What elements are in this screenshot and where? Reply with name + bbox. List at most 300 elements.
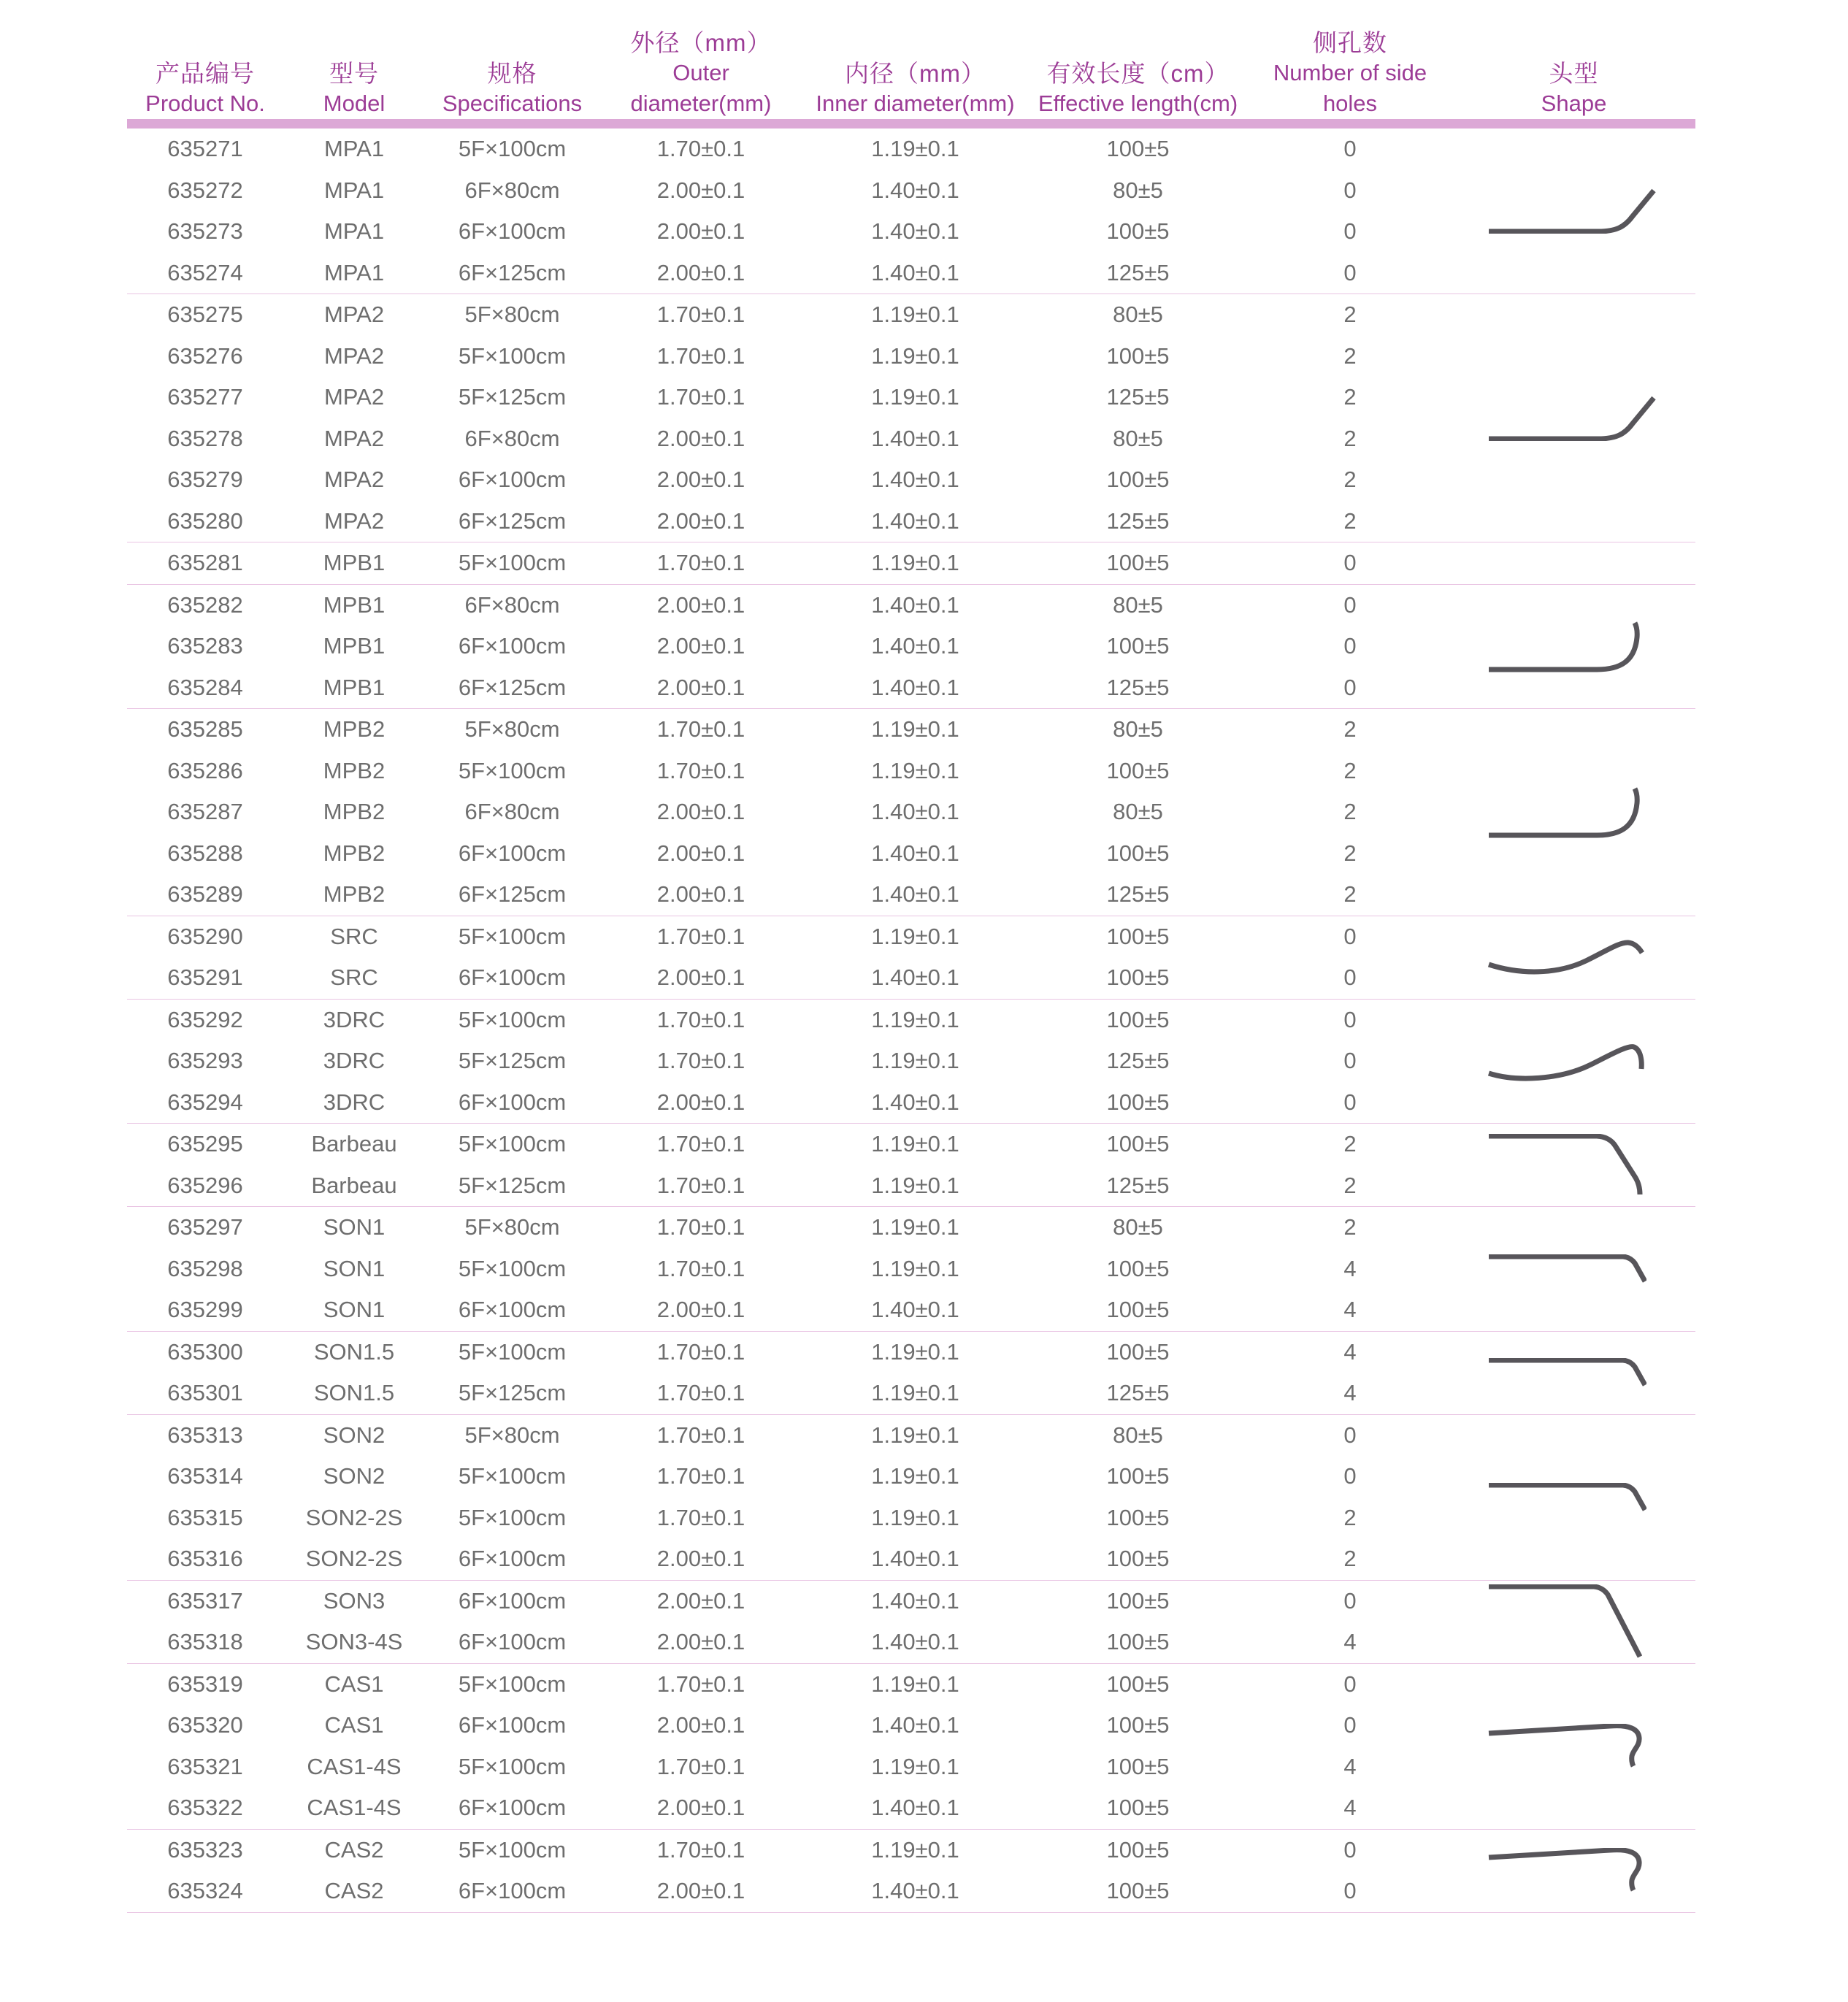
cell-inner-diameter: 1.19±0.1 [871,1048,959,1074]
cell-model: 3DRC [323,1048,386,1074]
table-row [127,1249,1695,1290]
cell-specifications: 6F×100cm [458,467,567,493]
table-row [127,874,1695,916]
cell-inner-diameter: 1.40±0.1 [871,425,959,451]
cell-model: SON2 [323,1422,386,1448]
column-header-effective-length-zh: 有效长度（cm） [1046,60,1230,87]
product-group [127,1207,1695,1332]
cell-specifications: 6F×100cm [458,1587,567,1614]
cell-inner-diameter: 1.40±0.1 [871,799,959,825]
catheter-tip-curve-up-icon [1487,188,1658,234]
cell-side-holes: 2 [1343,881,1357,908]
cell-effective-length: 100±5 [1106,757,1170,783]
column-header-inner-diameter-zh: 内径（mm） [845,60,986,87]
cell-inner-diameter: 1.19±0.1 [871,1836,959,1863]
cell-product-no: 635321 [167,1753,243,1779]
cell-model: SON2-2S [305,1546,403,1572]
cell-product-no: 635301 [167,1380,243,1406]
column-header-specifications-zh: 规格 [487,60,537,87]
cell-side-holes: 0 [1343,1048,1357,1074]
cell-model: CAS1 [324,1671,384,1697]
cell-specifications: 6F×80cm [464,591,560,618]
column-header-side-holes-zh: 侧孔数 [1313,29,1387,56]
cell-product-no: 635300 [167,1338,243,1365]
cell-side-holes: 2 [1343,840,1357,866]
table-row [127,957,1695,999]
cell-effective-length: 100±5 [1106,1255,1170,1281]
table-body [127,129,1695,1913]
cell-specifications: 6F×100cm [458,1795,567,1821]
cell-effective-length: 100±5 [1106,218,1170,245]
cell-outer-diameter: 2.00±0.1 [656,633,745,659]
catheter-tip-hook-up-icon [1487,620,1642,672]
cell-inner-diameter: 1.40±0.1 [871,259,959,285]
cell-product-no: 635298 [167,1255,243,1281]
cell-effective-length: 100±5 [1106,1338,1170,1365]
cell-side-holes: 0 [1343,1463,1357,1489]
table-row [127,1000,1695,1041]
cell-effective-length: 80±5 [1113,425,1163,451]
cell-side-holes: 0 [1343,218,1357,245]
table-row [127,1830,1695,1871]
cell-effective-length: 100±5 [1106,1836,1170,1863]
cell-inner-diameter: 1.40±0.1 [871,507,959,534]
column-header-specifications-en: Specifications [442,91,583,116]
cell-product-no: 635272 [167,177,243,203]
cell-product-no: 635299 [167,1297,243,1323]
cell-effective-length: 100±5 [1106,1546,1170,1572]
catheter-tip-flick-down-long-icon [1487,1584,1642,1659]
cell-product-no: 635315 [167,1504,243,1530]
cell-effective-length: 100±5 [1106,1878,1170,1904]
cell-model: MPA2 [323,467,385,493]
cell-product-no: 635313 [167,1422,243,1448]
cell-product-no: 635282 [167,591,243,618]
cell-effective-length: 100±5 [1106,840,1170,866]
cell-product-no: 635295 [167,1131,243,1157]
cell-outer-diameter: 1.70±0.1 [656,757,745,783]
cell-specifications: 5F×100cm [458,757,567,783]
cell-model: MPA1 [323,218,385,245]
cell-inner-diameter: 1.40±0.1 [871,964,959,991]
table-row [127,1456,1695,1497]
cell-outer-diameter: 1.70±0.1 [656,1504,745,1530]
cell-specifications: 5F×125cm [458,1048,567,1074]
cell-specifications: 5F×125cm [458,384,567,410]
table-row [127,1664,1695,1706]
cell-outer-diameter: 2.00±0.1 [656,218,745,245]
column-header-model-zh: 型号 [329,60,379,87]
table-row [127,170,1695,212]
column-header-shape [1452,59,1695,119]
cell-specifications: 6F×80cm [464,425,560,451]
cell-product-no: 635322 [167,1795,243,1821]
cell-effective-length: 100±5 [1106,1629,1170,1655]
cell-product-no: 635274 [167,259,243,285]
table-row [127,1746,1695,1788]
cell-specifications: 5F×80cm [464,716,560,743]
cell-model: SON3 [323,1587,386,1614]
cell-inner-diameter: 1.19±0.1 [871,1338,959,1365]
cell-product-no: 635287 [167,799,243,825]
cell-model: 3DRC [323,1089,386,1115]
column-header-model [283,59,425,119]
column-header-shape-zh: 头型 [1549,60,1599,87]
cell-specifications: 5F×100cm [458,1463,567,1489]
cell-model: CAS2 [324,1878,384,1904]
table-row [127,709,1695,751]
cell-inner-diameter: 1.40±0.1 [871,1795,959,1821]
cell-side-holes: 0 [1343,1712,1357,1738]
cell-outer-diameter: 1.70±0.1 [656,1836,745,1863]
cell-inner-diameter: 1.19±0.1 [871,1131,959,1157]
cell-inner-diameter: 1.19±0.1 [871,923,959,949]
cell-product-no: 635290 [167,923,243,949]
cell-inner-diameter: 1.19±0.1 [871,757,959,783]
cell-product-no: 635293 [167,1048,243,1074]
table-row [127,1332,1695,1373]
cell-inner-diameter: 1.40±0.1 [871,1629,959,1655]
cell-outer-diameter: 2.00±0.1 [656,1587,745,1614]
cell-effective-length: 100±5 [1106,1587,1170,1614]
cell-inner-diameter: 1.40±0.1 [871,591,959,618]
table-row [127,1289,1695,1331]
table-row [127,833,1695,875]
cell-side-holes: 0 [1343,1006,1357,1032]
cell-outer-diameter: 2.00±0.1 [656,1629,745,1655]
cell-product-no: 635316 [167,1546,243,1572]
cell-outer-diameter: 1.70±0.1 [656,1214,745,1240]
catheter-tip-bend-down-icon [1487,1134,1644,1197]
cell-product-no: 635280 [167,507,243,534]
table-row [127,1787,1695,1829]
cell-inner-diameter: 1.19±0.1 [871,550,959,576]
cell-outer-diameter: 1.70±0.1 [656,550,745,576]
column-header-model-en: Model [323,91,386,116]
cell-specifications: 5F×125cm [458,1380,567,1406]
cell-specifications: 6F×125cm [458,674,567,700]
cell-inner-diameter: 1.19±0.1 [871,1380,959,1406]
table-row [127,1581,1695,1622]
cell-outer-diameter: 2.00±0.1 [656,840,745,866]
cell-inner-diameter: 1.40±0.1 [871,1587,959,1614]
cell-product-no: 635286 [167,757,243,783]
table-row [127,1207,1695,1249]
cell-outer-diameter: 2.00±0.1 [656,259,745,285]
cell-inner-diameter: 1.40±0.1 [871,674,959,700]
catheter-tip-flick-down-icon [1487,1358,1646,1387]
column-header-effective-length [1028,59,1248,119]
cell-inner-diameter: 1.19±0.1 [871,1214,959,1240]
table-row [127,459,1695,501]
cell-inner-diameter: 1.19±0.1 [871,1255,959,1281]
cell-inner-diameter: 1.40±0.1 [871,1297,959,1323]
cell-product-no: 635273 [167,218,243,245]
catheter-tip-flick-down-icon [1487,1254,1646,1284]
cell-effective-length: 80±5 [1113,591,1163,618]
column-header-product-no-zh: 产品编号 [156,60,255,87]
cell-inner-diameter: 1.40±0.1 [871,1712,959,1738]
cell-side-holes: 2 [1343,302,1357,328]
cell-side-holes: 4 [1343,1380,1357,1406]
table-row [127,501,1695,542]
catheter-spec-table [127,0,1695,1913]
table-row [127,585,1695,626]
catheter-tip-curve-up-icon [1487,396,1658,441]
cell-inner-diameter: 1.19±0.1 [871,342,959,369]
cell-outer-diameter: 1.70±0.1 [656,1338,745,1365]
catheter-tip-wave-icon [1487,938,1645,976]
column-header-effective-length-en: Effective length(cm) [1038,91,1238,116]
cell-model: SON2-2S [305,1504,403,1530]
cell-side-holes: 2 [1343,1504,1357,1530]
cell-specifications: 5F×100cm [458,1671,567,1697]
table-header [127,0,1695,119]
cell-inner-diameter: 1.40±0.1 [871,633,959,659]
cell-effective-length: 80±5 [1113,302,1163,328]
cell-model: SON1.5 [313,1380,395,1406]
cell-side-holes: 2 [1343,799,1357,825]
table-row [127,1415,1695,1457]
cell-specifications: 5F×100cm [458,1131,567,1157]
cell-side-holes: 2 [1343,757,1357,783]
cell-specifications: 5F×100cm [458,1338,567,1365]
cell-effective-length: 80±5 [1113,1214,1163,1240]
cell-model: SON1.5 [313,1338,395,1365]
cell-outer-diameter: 2.00±0.1 [656,1089,745,1115]
cell-side-holes: 0 [1343,1878,1357,1904]
cell-product-no: 635297 [167,1214,243,1240]
cell-outer-diameter: 2.00±0.1 [656,1795,745,1821]
cell-inner-diameter: 1.40±0.1 [871,1546,959,1572]
cell-inner-diameter: 1.40±0.1 [871,1089,959,1115]
cell-side-holes: 4 [1343,1753,1357,1779]
table-row [127,377,1695,418]
table-row [127,1871,1695,1912]
cell-inner-diameter: 1.19±0.1 [871,136,959,162]
column-header-outer-diameter-en: Outer diameter(mm) [630,60,772,116]
table-row [127,542,1695,584]
cell-outer-diameter: 1.70±0.1 [656,1006,745,1032]
table-row [127,667,1695,709]
cell-effective-length: 100±5 [1106,1131,1170,1157]
cell-side-holes: 2 [1343,716,1357,743]
cell-inner-diameter: 1.40±0.1 [871,218,959,245]
cell-inner-diameter: 1.19±0.1 [871,1463,959,1489]
cell-model: MPB1 [323,550,386,576]
column-header-inner-diameter [802,59,1028,119]
product-group [127,1124,1695,1207]
cell-outer-diameter: 2.00±0.1 [656,964,745,991]
cell-model: 3DRC [323,1006,386,1032]
product-group [127,294,1695,542]
cell-inner-diameter: 1.40±0.1 [871,1878,959,1904]
table-row [127,791,1695,833]
cell-product-no: 635276 [167,342,243,369]
cell-model: MPA2 [323,384,385,410]
cell-outer-diameter: 2.00±0.1 [656,1546,745,1572]
cell-model: MPB2 [323,840,386,866]
product-group [127,1664,1695,1830]
cell-product-no: 635318 [167,1629,243,1655]
cell-side-holes: 0 [1343,136,1357,162]
cell-inner-diameter: 1.40±0.1 [871,467,959,493]
cell-product-no: 635317 [167,1587,243,1614]
cell-outer-diameter: 1.70±0.1 [656,384,745,410]
cell-inner-diameter: 1.19±0.1 [871,716,959,743]
cell-model: Barbeau [311,1131,397,1157]
cell-outer-diameter: 1.70±0.1 [656,1172,745,1198]
cell-model: SRC [330,964,378,991]
product-group [127,1332,1695,1415]
cell-model: Barbeau [311,1172,397,1198]
column-header-outer-diameter-zh: 外径（mm） [630,29,772,56]
cell-specifications: 5F×100cm [458,1255,567,1281]
cell-side-holes: 0 [1343,1422,1357,1448]
cell-inner-diameter: 1.19±0.1 [871,1006,959,1032]
cell-outer-diameter: 2.00±0.1 [656,1878,745,1904]
cell-effective-length: 125±5 [1106,1048,1170,1074]
catheter-tip-curl-down-icon [1487,1848,1644,1893]
cell-inner-diameter: 1.19±0.1 [871,384,959,410]
cell-inner-diameter: 1.19±0.1 [871,302,959,328]
cell-specifications: 6F×100cm [458,1546,567,1572]
cell-effective-length: 100±5 [1106,1089,1170,1115]
cell-model: MPB1 [323,674,386,700]
cell-product-no: 635281 [167,550,243,576]
cell-effective-length: 100±5 [1106,1006,1170,1032]
product-group [127,709,1695,916]
cell-model: CAS1-4S [307,1795,402,1821]
column-header-shape-en: Shape [1541,91,1607,116]
table-row [127,1622,1695,1663]
cell-model: MPA1 [323,136,385,162]
table-row [127,1538,1695,1580]
catheter-tip-wave-hook-icon [1487,1040,1645,1082]
cell-side-holes: 4 [1343,1297,1357,1323]
table-row [127,916,1695,958]
catheter-tip-flick-down-icon [1487,1483,1646,1512]
header-divider-bar [127,119,1695,129]
cell-outer-diameter: 1.70±0.1 [656,1463,745,1489]
cell-side-holes: 2 [1343,507,1357,534]
cell-specifications: 5F×100cm [458,923,567,949]
cell-outer-diameter: 1.70±0.1 [656,923,745,949]
cell-effective-length: 80±5 [1113,1422,1163,1448]
cell-specifications: 5F×100cm [458,1006,567,1032]
cell-effective-length: 80±5 [1113,177,1163,203]
cell-model: SON2 [323,1463,386,1489]
cell-side-holes: 2 [1343,1131,1357,1157]
cell-outer-diameter: 2.00±0.1 [656,1712,745,1738]
cell-side-holes: 0 [1343,633,1357,659]
cell-effective-length: 100±5 [1106,136,1170,162]
cell-outer-diameter: 1.70±0.1 [656,1422,745,1448]
cell-inner-diameter: 1.19±0.1 [871,1172,959,1198]
product-group [127,585,1695,710]
cell-product-no: 635285 [167,716,243,743]
cell-outer-diameter: 2.00±0.1 [656,507,745,534]
cell-side-holes: 2 [1343,425,1357,451]
cell-outer-diameter: 1.70±0.1 [656,1048,745,1074]
cell-specifications: 5F×80cm [464,1422,560,1448]
cell-product-no: 635324 [167,1878,243,1904]
cell-outer-diameter: 1.70±0.1 [656,136,745,162]
cell-model: MPB2 [323,881,386,908]
cell-outer-diameter: 2.00±0.1 [656,881,745,908]
cell-product-no: 635283 [167,633,243,659]
cell-specifications: 5F×100cm [458,342,567,369]
cell-model: CAS1 [324,1712,384,1738]
cell-side-holes: 4 [1343,1795,1357,1821]
cell-effective-length: 100±5 [1106,923,1170,949]
cell-specifications: 5F×80cm [464,1214,560,1240]
cell-outer-diameter: 2.00±0.1 [656,467,745,493]
cell-outer-diameter: 1.70±0.1 [656,1131,745,1157]
cell-product-no: 635278 [167,425,243,451]
cell-outer-diameter: 1.70±0.1 [656,1753,745,1779]
product-group [127,1000,1695,1124]
cell-model: SON1 [323,1255,386,1281]
cell-effective-length: 100±5 [1106,964,1170,991]
cell-outer-diameter: 1.70±0.1 [656,302,745,328]
cell-specifications: 6F×80cm [464,799,560,825]
cell-specifications: 5F×125cm [458,1172,567,1198]
cell-side-holes: 0 [1343,591,1357,618]
cell-side-holes: 2 [1343,384,1357,410]
cell-effective-length: 125±5 [1106,1172,1170,1198]
cell-model: MPA2 [323,425,385,451]
cell-side-holes: 0 [1343,674,1357,700]
cell-outer-diameter: 2.00±0.1 [656,591,745,618]
cell-inner-diameter: 1.40±0.1 [871,840,959,866]
cell-model: SON3-4S [305,1629,403,1655]
table-row [127,1040,1695,1082]
table-row [127,1165,1695,1207]
column-header-product-no-en: Product No. [145,91,265,116]
cell-model: SON1 [323,1297,386,1323]
cell-side-holes: 4 [1343,1338,1357,1365]
catheter-tip-curl-down-icon [1487,1724,1644,1769]
cell-product-no: 635314 [167,1463,243,1489]
cell-effective-length: 100±5 [1106,467,1170,493]
cell-specifications: 6F×100cm [458,1297,567,1323]
cell-product-no: 635296 [167,1172,243,1198]
cell-specifications: 6F×100cm [458,1878,567,1904]
cell-outer-diameter: 2.00±0.1 [656,1297,745,1323]
table-row [127,751,1695,792]
cell-outer-diameter: 1.70±0.1 [656,716,745,743]
cell-specifications: 6F×125cm [458,507,567,534]
cell-product-no: 635277 [167,384,243,410]
table-row [127,1705,1695,1746]
cell-effective-length: 125±5 [1106,881,1170,908]
cell-side-holes: 0 [1343,964,1357,991]
cell-outer-diameter: 2.00±0.1 [656,799,745,825]
cell-side-holes: 2 [1343,342,1357,369]
cell-model: MPB1 [323,591,386,618]
cell-specifications: 6F×100cm [458,964,567,991]
cell-effective-length: 100±5 [1106,1463,1170,1489]
cell-effective-length: 100±5 [1106,633,1170,659]
cell-specifications: 5F×100cm [458,136,567,162]
cell-inner-diameter: 1.19±0.1 [871,1671,959,1697]
cell-outer-diameter: 2.00±0.1 [656,177,745,203]
cell-product-no: 635289 [167,881,243,908]
cell-effective-length: 100±5 [1106,1671,1170,1697]
cell-side-holes: 0 [1343,1587,1357,1614]
cell-effective-length: 125±5 [1106,507,1170,534]
